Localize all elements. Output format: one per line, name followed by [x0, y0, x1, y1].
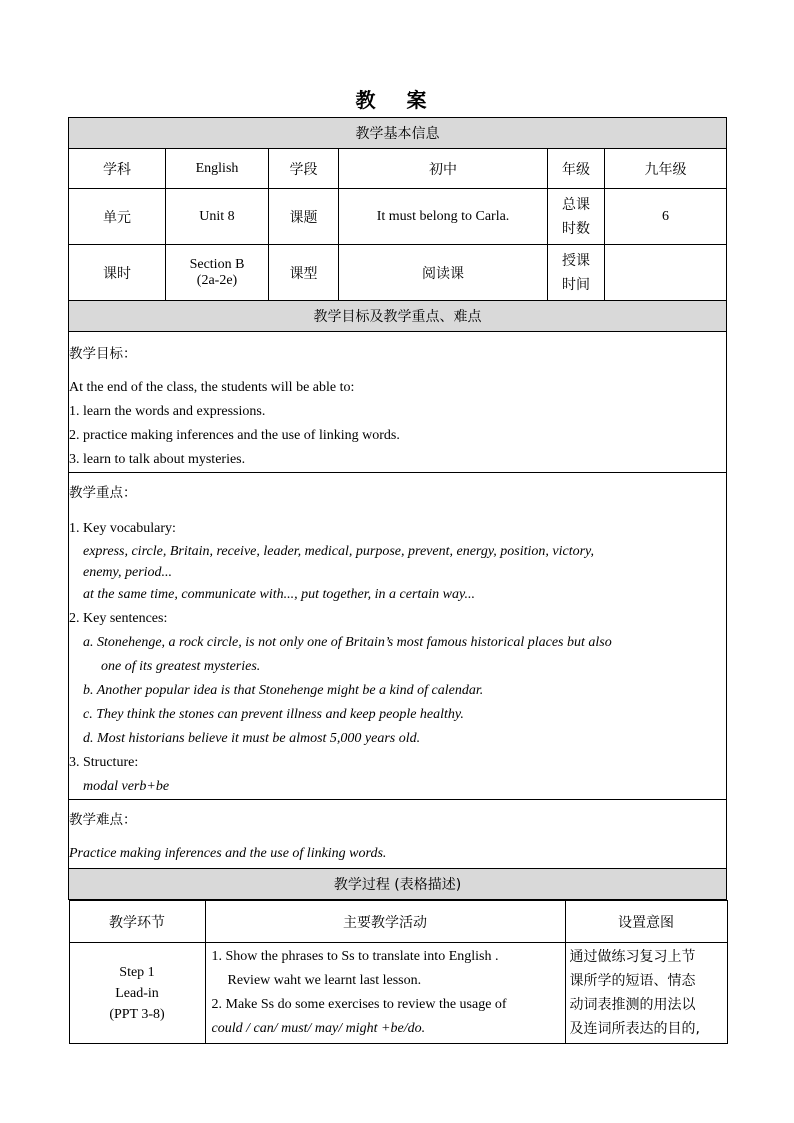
activity-cell [205, 943, 565, 1044]
key-sentence: b. Another popular idea is that Stonehenge might be a kind of calendar. [83, 683, 484, 698]
period-label: 课时 [69, 245, 166, 301]
grade-label: 年级 [548, 149, 605, 189]
teaching-time-label-line1: 授课 [562, 252, 590, 269]
key-vocab-line: express, circle, Britain, receive, leader, medical, purpose, prevent, energy, position, victory, [83, 544, 594, 559]
grade-value: 九年级 [605, 149, 727, 189]
structure-value: modal verb+be [83, 779, 170, 794]
topic-label: 课题 [269, 189, 339, 245]
structure-title: 3. Structure: [69, 755, 139, 770]
teaching-time-value [605, 245, 727, 301]
activity-line: 1. Show the phrases to Ss to translate into English . [211, 949, 499, 964]
process-header: 教学过程 (表格描述) [69, 869, 727, 900]
subject-label: 学科 [69, 149, 166, 189]
stage-value: 初中 [339, 149, 548, 189]
step-name: Lead-in [115, 985, 159, 1001]
difficulties-label: 教学难点： [69, 812, 137, 828]
key-points-label: 教学重点： [69, 485, 137, 501]
intent-line: 动词表推测的用法以 [569, 997, 696, 1013]
period-value-line1: Section B [189, 256, 245, 272]
key-vocab-line: enemy, period... [83, 565, 173, 580]
goals-intro: At the end of the class, the students will be able to: [69, 380, 355, 395]
step-number: Step 1 [119, 964, 155, 980]
period-value [166, 245, 269, 301]
teaching-time-label [548, 245, 605, 301]
teaching-time-label-line2: 时间 [562, 276, 590, 293]
intent-cell [565, 943, 727, 1044]
col-intent-header: 设置意图 [565, 901, 727, 943]
lesson-type-label: 课型 [269, 245, 339, 301]
intent-line: 课所学的短语、情态 [569, 973, 696, 989]
subject-value: English [166, 149, 269, 189]
total-hours-label [548, 189, 605, 245]
step-cell [69, 943, 205, 1044]
intent-line: 通过做练习复习上节 [569, 949, 696, 965]
lesson-plan-table [68, 117, 727, 1044]
unit-label: 单元 [69, 189, 166, 245]
col-step-header: 教学环节 [69, 901, 205, 943]
activity-line: could / can/ must/ may/ might +be/do. [211, 1021, 426, 1036]
total-hours-value: 6 [605, 189, 727, 245]
goals-section [69, 332, 727, 473]
activity-line: Review waht we learnt last lesson. [227, 973, 422, 988]
process-wrapper [69, 900, 727, 1045]
goals-label: 教学目标： [69, 346, 137, 362]
total-hours-label-line2: 时数 [562, 220, 590, 237]
activity-line: 2. Make Ss do some exercises to review the usage of [211, 997, 507, 1012]
document-title: 教 案 [355, 88, 439, 112]
goal-item: 3. learn to talk about mysteries. [69, 452, 246, 467]
difficulties-text: Practice making inferences and the use of linking words. [69, 846, 387, 861]
stage-label: 学段 [269, 149, 339, 189]
objectives-header: 教学目标及教学重点、难点 [69, 301, 727, 332]
difficulties-section [69, 800, 727, 869]
goal-item: 1. learn the words and expressions. [69, 404, 266, 419]
col-activity-header: 主要教学活动 [205, 901, 565, 943]
key-sentence: c. They think the stones can prevent illness and keep people healthy. [83, 707, 464, 722]
total-hours-label-line1: 总课 [562, 196, 590, 213]
key-vocab-title: 1. Key vocabulary: [69, 521, 176, 536]
basic-info-header: 教学基本信息 [69, 118, 727, 149]
lesson-type-value: 阅读课 [339, 245, 548, 301]
intent-line: 及连词所表达的目的, [569, 1021, 700, 1037]
key-points-section [69, 473, 727, 800]
key-sentences-title: 2. Key sentences: [69, 611, 168, 626]
period-value-line2: (2a-2e) [196, 272, 238, 288]
unit-value: Unit 8 [166, 189, 269, 245]
step-ppt: (PPT 3-8) [109, 1006, 165, 1022]
key-sentence: a. Stonehenge, a rock circle, is not only one of Britain’s most famous historical places but also [83, 635, 612, 650]
process-table [69, 900, 728, 1044]
key-sentence: one of its greatest mysteries. [101, 659, 261, 674]
goal-item: 2. practice making inferences and the use of linking words. [69, 428, 400, 443]
topic-value: It must belong to Carla. [339, 189, 548, 245]
key-sentence: d. Most historians believe it must be almost 5,000 years old. [83, 731, 421, 746]
key-phrases-line: at the same time, communicate with..., put together, in a certain way... [83, 587, 475, 602]
